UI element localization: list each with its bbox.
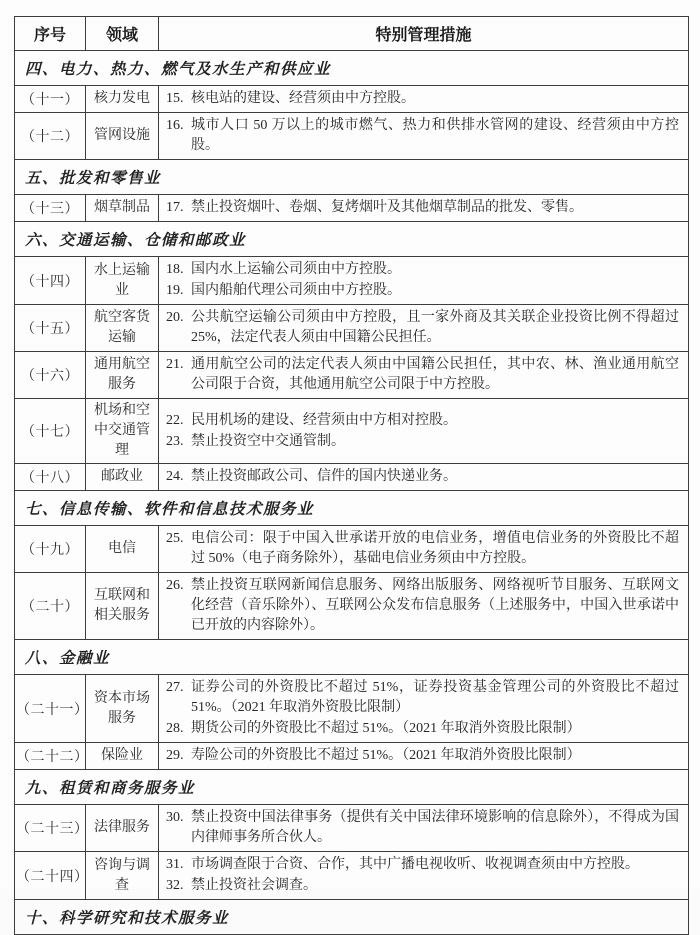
header-field: 领域 bbox=[86, 17, 159, 51]
measures-cell bbox=[159, 257, 689, 305]
serial-number-cell: （十九） bbox=[15, 526, 86, 573]
table-row bbox=[15, 305, 689, 352]
measures-cell bbox=[159, 852, 689, 900]
header-row bbox=[15, 17, 689, 51]
measure-item bbox=[166, 678, 679, 718]
measure-text: 期货公司的外资股比不超过 51%。（2021 年取消外资股比限制） bbox=[191, 721, 581, 736]
serial-number-cell: （十五） bbox=[15, 305, 86, 352]
section-title: 八、金融业 bbox=[15, 640, 689, 675]
measures-cell bbox=[159, 86, 689, 113]
measure-number: 32. bbox=[166, 878, 184, 893]
measure-item bbox=[166, 89, 679, 109]
section-title: 六、交通运输、仓储和邮政业 bbox=[15, 222, 689, 257]
field-cell: 机场和空中交通管理 bbox=[86, 399, 159, 464]
measure-number: 23. bbox=[166, 433, 184, 449]
measure-number: 26. bbox=[166, 578, 184, 593]
measure-text: 寿险公司的外资股比不超过 51%。（2021 年取消外资股比限制） bbox=[191, 748, 581, 763]
measure-text: 禁止投资烟叶、卷烟、复烤烟叶及其他烟草制品的批发、零售。 bbox=[191, 200, 583, 215]
measures-cell bbox=[159, 464, 689, 491]
field-cell: 烟草制品 bbox=[86, 195, 159, 222]
table-row bbox=[15, 675, 689, 743]
serial-number-cell: （二十四） bbox=[15, 852, 86, 900]
field-cell: 水上运输业 bbox=[86, 257, 159, 305]
field-cell: 核力发电 bbox=[86, 86, 159, 113]
measure-number: 19. bbox=[166, 283, 184, 298]
measure-number: 17. bbox=[166, 200, 184, 215]
measure-text: 核电站的建设、经营须由中方控股。 bbox=[191, 91, 415, 106]
measures-cell bbox=[159, 573, 689, 640]
measure-text: 禁止投资中国法律事务（提供有关中国法律环境影响的信息除外），不得成为国内律师事务所合伙人。 bbox=[191, 810, 679, 845]
serial-number-cell: （十四） bbox=[15, 257, 86, 305]
measures-cell bbox=[159, 195, 689, 222]
section-row bbox=[15, 491, 689, 526]
table-row bbox=[15, 86, 689, 113]
field-cell: 电信 bbox=[86, 526, 159, 573]
table-row bbox=[15, 399, 689, 464]
table-row bbox=[15, 113, 689, 160]
measure-text: 证券公司的外资股比不超过 51%，证券投资基金管理公司的外资股比不超过 51%。（2021 年取消外资股比限制） bbox=[191, 680, 679, 715]
measure-item bbox=[166, 467, 679, 487]
measure-item bbox=[166, 855, 679, 875]
table-header bbox=[15, 17, 689, 51]
section-title: 四、电力、热力、燃气及水生产和供应业 bbox=[15, 51, 689, 86]
measure-text: 市场调查限于合资、合作，其中广播电视收听、收视调查须由中方控股。 bbox=[191, 857, 639, 872]
section-title: 十、科学研究和技术服务业 bbox=[15, 900, 689, 935]
measures-cell bbox=[159, 743, 689, 770]
serial-number-cell: （十一） bbox=[15, 86, 86, 113]
serial-number-cell: （十二） bbox=[15, 113, 86, 160]
measure-item bbox=[166, 576, 679, 636]
table-row bbox=[15, 573, 689, 640]
measures-cell bbox=[159, 352, 689, 399]
section-row bbox=[15, 51, 689, 86]
measure-item bbox=[166, 281, 679, 301]
measure-item bbox=[166, 529, 679, 569]
measure-number: 28. bbox=[166, 721, 184, 736]
serial-number-cell: （二十二） bbox=[15, 743, 86, 770]
serial-number-cell: （十七） bbox=[15, 399, 86, 464]
measure-number: 25. bbox=[166, 531, 184, 546]
measure-number: 22. bbox=[166, 412, 184, 428]
section-title: 七、信息传输、软件和信息技术服务业 bbox=[15, 491, 689, 526]
measure-text: 公共航空运输公司须由中方控股，且一家外商及其关联企业投资比例不得超过 25%，法定代表人须由中国籍公民担任。 bbox=[191, 310, 679, 345]
field-cell: 资本市场服务 bbox=[86, 675, 159, 743]
measure-number: 30. bbox=[166, 810, 184, 825]
measure-text: 城市人口 50 万以上的城市燃气、热力和供排水管网的建设、经营须由中方控股。 bbox=[191, 118, 679, 153]
field-cell: 保险业 bbox=[86, 743, 159, 770]
measure-text: 国内水上运输公司须由中方控股。 bbox=[191, 262, 401, 277]
table-row bbox=[15, 526, 689, 573]
section-row bbox=[15, 770, 689, 805]
measure-number: 18. bbox=[166, 262, 184, 277]
field-cell: 邮政业 bbox=[86, 464, 159, 491]
measure-number: 20. bbox=[166, 310, 184, 325]
serial-number-cell: （二十一） bbox=[15, 675, 86, 743]
field-cell: 咨询与调查 bbox=[86, 852, 159, 900]
measure-text: 禁止投资互联网新闻信息服务、网络出版服务、网络视听节目服务、互联网文化经营（音乐除外）、互联网公众发布信息服务（上述服务中，中国入世承诺中已开放的内容除外）。 bbox=[191, 578, 679, 633]
measure-number: 31. bbox=[166, 857, 184, 872]
section-row bbox=[15, 222, 689, 257]
header-measures: 特别管理措施 bbox=[159, 17, 689, 51]
measure-text: 通用航空公司的法定代表人须由中国籍公民担任，其中农、林、渔业通用航空公司限于合资，其他通用航空公司限于中方控股。 bbox=[191, 357, 679, 392]
measure-item bbox=[166, 746, 679, 766]
measure-item bbox=[166, 876, 679, 896]
measure-text: 民用机场的建设、经营须由中方相对控股。 bbox=[191, 412, 457, 428]
table-body bbox=[15, 51, 689, 935]
serial-number-cell: （十三） bbox=[15, 195, 86, 222]
measure-number: 16. bbox=[166, 118, 184, 133]
special-measures-table bbox=[14, 16, 689, 935]
field-cell: 航空客货运输 bbox=[86, 305, 159, 352]
table-row bbox=[15, 352, 689, 399]
measures-cell bbox=[159, 675, 689, 743]
measure-number: 15. bbox=[166, 91, 184, 106]
measure-item bbox=[166, 432, 679, 452]
table-row bbox=[15, 805, 689, 852]
measure-text: 电信公司：限于中国入世承诺开放的电信业务，增值电信业务的外资股比不超过 50%（电子商务除外），基础电信业务须由中方控股。 bbox=[191, 531, 679, 566]
measure-item bbox=[166, 308, 679, 348]
measures-cell bbox=[159, 399, 689, 464]
measure-item bbox=[166, 198, 679, 218]
measure-item bbox=[166, 808, 679, 848]
measures-cell bbox=[159, 805, 689, 852]
table-row bbox=[15, 852, 689, 900]
header-serial: 序号 bbox=[15, 17, 86, 51]
measure-item bbox=[166, 260, 679, 280]
table-row bbox=[15, 195, 689, 222]
serial-number-cell: （十六） bbox=[15, 352, 86, 399]
measure-number: 27. bbox=[166, 680, 184, 695]
measure-item bbox=[166, 355, 679, 395]
measure-item bbox=[166, 719, 679, 739]
serial-number-cell: （十八） bbox=[15, 464, 86, 491]
field-cell: 法律服务 bbox=[86, 805, 159, 852]
measures-cell bbox=[159, 113, 689, 160]
table-row bbox=[15, 743, 689, 770]
measure-text: 国内船舶代理公司须由中方控股。 bbox=[191, 283, 401, 298]
serial-number-cell: （二十三） bbox=[15, 805, 86, 852]
measure-number: 21. bbox=[166, 357, 184, 372]
section-row bbox=[15, 160, 689, 195]
field-cell: 管网设施 bbox=[86, 113, 159, 160]
serial-number-cell: （二十） bbox=[15, 573, 86, 640]
measure-item bbox=[166, 116, 679, 156]
section-row bbox=[15, 900, 689, 935]
measures-cell bbox=[159, 305, 689, 352]
section-row bbox=[15, 640, 689, 675]
table-row bbox=[15, 257, 689, 305]
measure-text: 禁止投资邮政公司、信件的国内快递业务。 bbox=[191, 469, 457, 484]
measures-cell bbox=[159, 526, 689, 573]
field-cell: 互联网和相关服务 bbox=[86, 573, 159, 640]
measure-text: 禁止投资社会调查。 bbox=[191, 878, 317, 893]
section-title: 九、租赁和商务服务业 bbox=[15, 770, 689, 805]
measure-number: 29. bbox=[166, 748, 184, 763]
field-cell: 通用航空服务 bbox=[86, 352, 159, 399]
section-title: 五、批发和零售业 bbox=[15, 160, 689, 195]
measure-number: 24. bbox=[166, 469, 184, 484]
measure-item bbox=[166, 411, 679, 431]
table-row bbox=[15, 464, 689, 491]
measure-text: 禁止投资空中交通管制。 bbox=[191, 433, 345, 449]
